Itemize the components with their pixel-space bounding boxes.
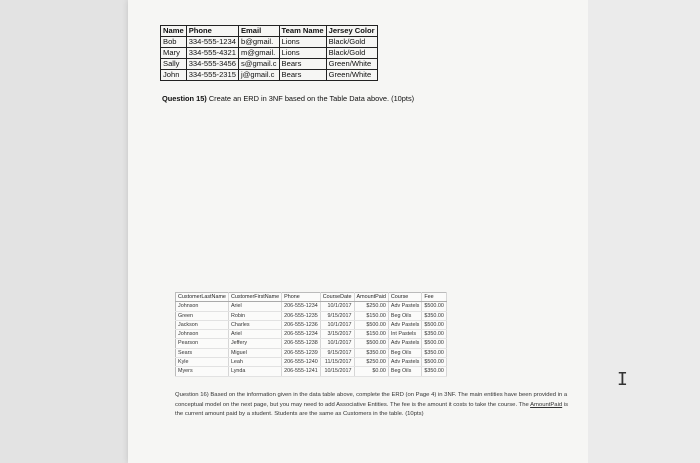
table-cell: $350.00 xyxy=(422,348,447,357)
table-cell: 206-555-1238 xyxy=(282,339,321,348)
table-cell: $500.00 xyxy=(422,358,447,367)
table-cell: $0.00 xyxy=(354,367,388,376)
table-cell: 206-555-1240 xyxy=(282,358,321,367)
course-data-table xyxy=(175,292,447,377)
table-cell: Int Pastels xyxy=(388,330,421,339)
table-cell: Sally xyxy=(161,59,187,70)
table-cell: $350.00 xyxy=(422,330,447,339)
table-cell: $250.00 xyxy=(354,358,388,367)
table-cell: Adv Pastels xyxy=(388,320,421,329)
table-cell: 9/15/2017 xyxy=(320,311,354,320)
table-cell: Charles xyxy=(228,320,281,329)
table-cell: $500.00 xyxy=(422,339,447,348)
table-cell: j@gmail.c xyxy=(238,70,279,81)
table-cell: Bob xyxy=(161,37,187,48)
table-cell: Green/White xyxy=(326,70,377,81)
table-cell: 334-555-2315 xyxy=(186,70,238,81)
table-cell: $500.00 xyxy=(354,339,388,348)
table-cell: Beg Oils xyxy=(388,367,421,376)
table-cell: 10/1/2017 xyxy=(320,302,354,311)
table-row xyxy=(176,348,447,357)
table-cell: Green xyxy=(176,311,229,320)
table-cell: Black/Gold xyxy=(326,37,377,48)
column-header: Phone xyxy=(186,26,238,37)
table-cell: Robin xyxy=(228,311,281,320)
table-cell: $150.00 xyxy=(354,311,388,320)
table-cell: Lions xyxy=(279,37,326,48)
column-header: Name xyxy=(161,26,187,37)
table-row xyxy=(161,70,378,81)
table-cell: $350.00 xyxy=(422,311,447,320)
table-cell: Green/White xyxy=(326,59,377,70)
table-cell: $250.00 xyxy=(354,302,388,311)
table-cell: $500.00 xyxy=(422,320,447,329)
table-cell: m@gmail. xyxy=(238,48,279,59)
table-cell: Sears xyxy=(176,348,229,357)
table-cell: 10/1/2017 xyxy=(320,339,354,348)
table-cell: $150.00 xyxy=(354,330,388,339)
column-header: AmountPaid xyxy=(354,293,388,302)
table-cell: Beg Oils xyxy=(388,311,421,320)
table-cell: Jeffery xyxy=(228,339,281,348)
table-cell: Adv Pastels xyxy=(388,339,421,348)
question-16-text: Question 16) Based on the information given in the data table above, complete the ERD (on Page 4) in 3NF. The main entities have been provided in a conceptual model on the next page, but you may need to add Associative Entities. The fee is the amount it costs to take the course. The xyxy=(175,392,568,408)
table-cell: Adv Pastels xyxy=(388,358,421,367)
table-cell: $500.00 xyxy=(354,320,388,329)
column-header: Course xyxy=(388,293,421,302)
table-cell: Bears xyxy=(279,70,326,81)
column-header: Jersey Color xyxy=(326,26,377,37)
table-cell: 206-555-1241 xyxy=(282,367,321,376)
table-cell: Myers xyxy=(176,367,229,376)
table-cell: Pearson xyxy=(176,339,229,348)
table-cell: $350.00 xyxy=(354,348,388,357)
column-header: Fee xyxy=(422,293,447,302)
question-15-label: Question 15) xyxy=(162,94,207,103)
table-cell: 206-555-1235 xyxy=(282,311,321,320)
table-cell: Miguel xyxy=(228,348,281,357)
table-header-row xyxy=(161,26,378,37)
text-cursor-icon: I xyxy=(617,369,628,390)
table-cell: 334-555-3456 xyxy=(186,59,238,70)
table-cell: Johnson xyxy=(176,302,229,311)
question-16 xyxy=(175,391,570,420)
table-row xyxy=(161,37,378,48)
table-cell: Black/Gold xyxy=(326,48,377,59)
table-cell: 206-555-1239 xyxy=(282,348,321,357)
table-cell: b@gmail. xyxy=(238,37,279,48)
right-background xyxy=(588,0,700,463)
table-cell: Mary xyxy=(161,48,187,59)
question-15-text: Create an ERD in 3NF based on the Table Data above. (10pts) xyxy=(208,94,415,103)
table-cell: 11/15/2017 xyxy=(320,358,354,367)
table-cell: Lions xyxy=(279,48,326,59)
table-row xyxy=(176,320,447,329)
table-cell: 10/1/2017 xyxy=(320,320,354,329)
table-cell: 334-555-4321 xyxy=(186,48,238,59)
table-cell: $350.00 xyxy=(422,367,447,376)
course-table-body xyxy=(176,302,447,376)
column-header: CourseDate xyxy=(320,293,354,302)
table-row xyxy=(176,367,447,376)
table-row xyxy=(176,358,447,367)
table-row xyxy=(161,48,378,59)
column-header: CustomerLastName xyxy=(176,293,229,302)
question-15 xyxy=(162,94,414,103)
table-cell: Bears xyxy=(279,59,326,70)
table-cell: $500.00 xyxy=(422,302,447,311)
table-cell: Adv Pastels xyxy=(388,302,421,311)
table-cell: Ariel xyxy=(228,302,281,311)
table-cell: s@gmail.c xyxy=(238,59,279,70)
table-cell: Lynda xyxy=(228,367,281,376)
table-row xyxy=(176,339,447,348)
table-cell: 206-555-1234 xyxy=(282,302,321,311)
table-cell: Jackson xyxy=(176,320,229,329)
table-cell: Ariel xyxy=(228,330,281,339)
table-cell: Kyle xyxy=(176,358,229,367)
table-row xyxy=(176,311,447,320)
team-data-table xyxy=(160,25,378,81)
column-header: Team Name xyxy=(279,26,326,37)
table-cell: Leah xyxy=(228,358,281,367)
table-cell: 334-555-1234 xyxy=(186,37,238,48)
table-cell: 10/15/2017 xyxy=(320,367,354,376)
column-header: CustomerFirstName xyxy=(228,293,281,302)
table-row xyxy=(161,59,378,70)
table-row xyxy=(176,330,447,339)
table-row xyxy=(176,302,447,311)
column-header: Email xyxy=(238,26,279,37)
amountpaid-underlined: AmountPaid xyxy=(530,401,563,408)
left-background xyxy=(0,0,128,463)
table-header-row xyxy=(176,293,447,302)
table-cell: 3/15/2017 xyxy=(320,330,354,339)
table-cell: 9/15/2017 xyxy=(320,348,354,357)
column-header: Phone xyxy=(282,293,321,302)
table-cell: Johnson xyxy=(176,330,229,339)
table-cell: 206-555-1236 xyxy=(282,320,321,329)
question-16-text-end: is the current amount paid by a student. Students are the same as Customers in the table. (10pts) xyxy=(175,401,569,418)
table-cell: Beg Oils xyxy=(388,348,421,357)
table-cell: John xyxy=(161,70,187,81)
table-cell: 206-555-1234 xyxy=(282,330,321,339)
